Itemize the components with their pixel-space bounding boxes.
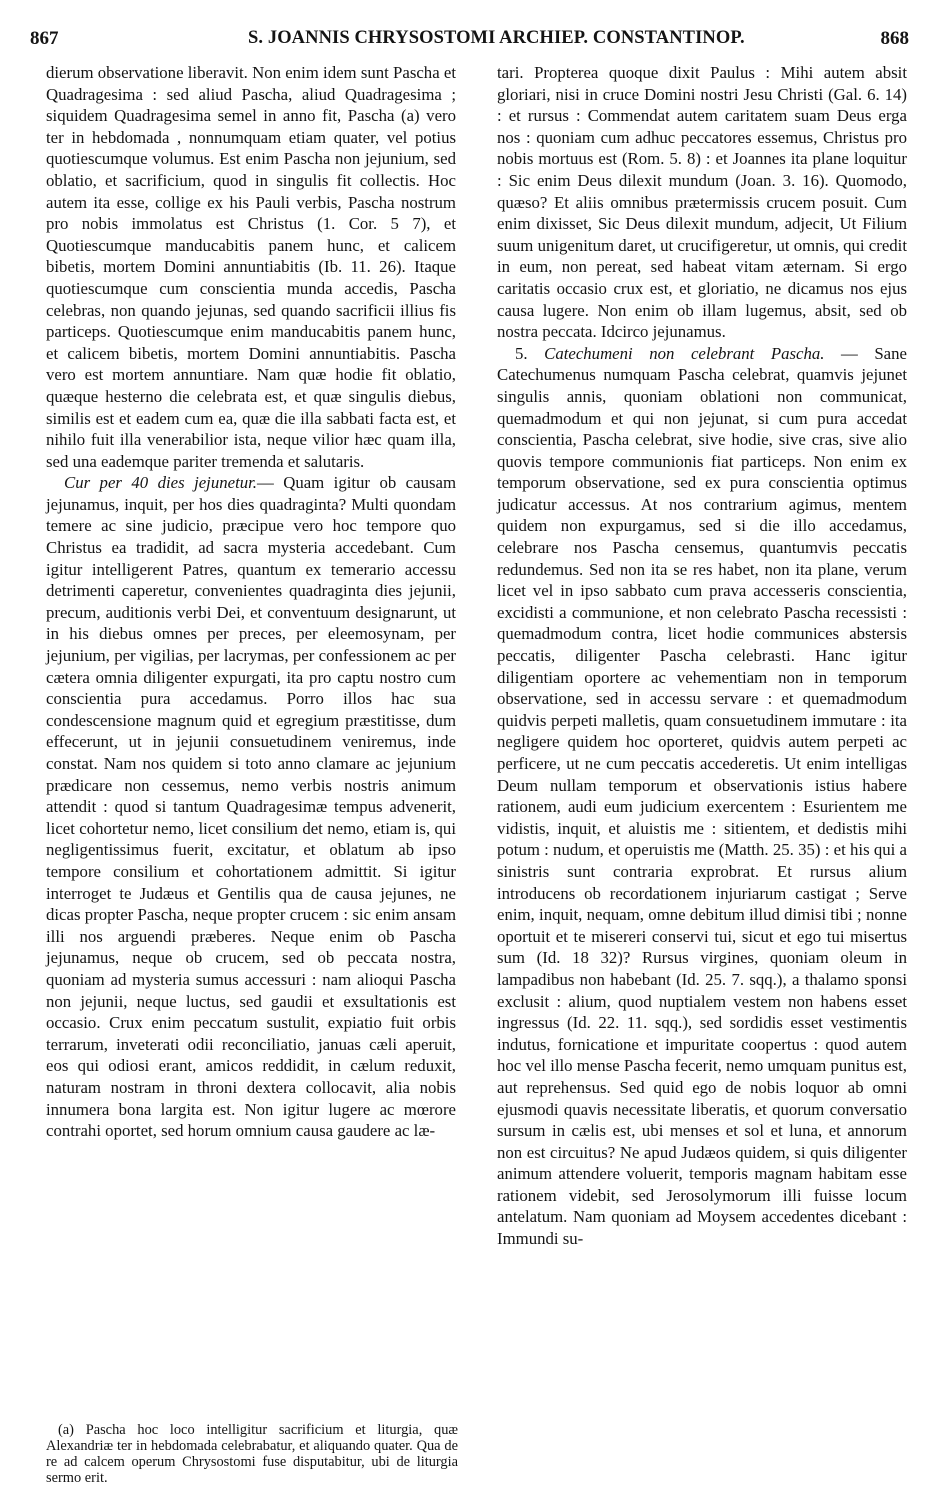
section-heading: Cur per 40 dies jejunetur. (64, 473, 257, 493)
page-number-right: 868 (880, 28, 909, 49)
footnote (46, 1422, 458, 1486)
section-heading: Catechumeni non celebrant Pascha. (544, 343, 825, 363)
paragraph (497, 343, 907, 1250)
page-number-left: 867 (30, 28, 59, 49)
section-number: 5. (515, 343, 528, 363)
paragraph: tari. Propterea quoque dixit Paulus : Mihi autem absit gloriari, nisi in cruce Domini nostri Jesu Christi (Gal. 6. 14) : et rursus : Commendat autem caritatem suam Deus erga nos : quoniam cum adhuc peccatores essemus, Christus pro nobis mortuus est (Rom. 5. 8) : et Joannes ita plane loquitur : Sic enim Deus dilexit mundum (Joan. 3. 16). Quomodo, quæso? Et aliis omnibus prætermissis crucem posuit. Cum enim dixisset, Sic Deus dilexit mundum, adjecit, Ut Filium suum unigenitum daret, ut crucifigeretur, ut omnis, qui credit in eum, non pereat, sed habeat vitam æternam. Si ergo caritatis occasio crux est, et gloriatio, ne dicamus nos ejus causa lugere. Non enim ob illam lugemus, absit, sed ob nostra peccata. Idcirco jejunamus. (497, 63, 907, 342)
footnote-text: (a) Pascha hoc loco intelligitur sacrificium et liturgia, quæ Alexandriæ ter in hebdomada celebrabatur, et aliquando quater. Qua de re ad calcem operum Chrysostomi fuse disputabitur, ubi de liturgia sermo erit. (46, 1422, 458, 1486)
paragraph (46, 472, 456, 1141)
paragraph: dierum observatione liberavit. Non enim idem sunt Pascha et Quadragesima : sed aliud Pascha, aliud Quadragesima ; siquidem Quadragesima semel in anno fit, Pascha (a) vero ter in hebdomada , nonnumquam etiam quater, vel potius quotiescumque volumus. Est enim Pascha non jejunium, sed oblatio, et sacrificium, quod in singulis fit collectis. Hoc autem ita esse, collige ex his Pauli verbis, Pascha nostrum pro nobis immolatus est Christus (1. Cor. 5 7), et Quotiescumque manducabitis panem hunc, et calicem bibetis, mortem Domini annuntiabitis (Ib. 11. 26). Itaque quotiescumque cum conscientia munda accedis, Pascha celebras, non quando jejunas, sed quando sacrificii illius fis particeps. Quotiescumque enim manducabitis panem hunc, et calicem bibetis, mortem Domini annuntiabitis. Pascha vero est mortem annuntiare. Nam quæ hodie fit oblatio, quæque hesterno die celebrata est, et quæ singulis diebus, similis est et eadem cum ea, quæ die illa sabbati facta est, et nihilo fuit illa venerabilior ista, neque vilior hæc quam illa, sed una eademque pariter tremenda et salutaris. (46, 63, 456, 471)
paragraph-text: — Sane Catechumenus numquam Pascha celebrat, quamvis jejunet singulis annis, quoniam oblationi non communicat, quemadmodum et qui non jejunat, si cum pura accedat conscientia, Pascha celebrat, sive hodie, sive cras, sive alio quovis tempore communionis fiat particeps. Non enim ex temporum observatione, sed ex pura conscientia optimus judicatur accessus. At nos contrarium agimus, mentem quidem non expurgamus, sed si die illo accedamus, celebrare nos Pascha censemus, quantumvis peccatis redundemus. Sed non ita se res habet, non ita plane, verum licet vel in ipso sabbato cum prava accesseris conscientia, excidisti a communione, et non celebrato Pascha recessisti : quemadmodum contra, licet hodie communices abstersis peccatis, diligenter Pascha celebrasti. Hanc igitur diligentiam oportere ac vehementiam non in temporum observatione, sed in accessu servare : et quemadmodum quidvis perpeti malletis, quam consuetudinem immutare : ita negligere quidem hoc oporteret, quidvis autem perpeti ac perficere, ut ne cum peccatis accederetis. Ut enim intelligas Deum nullam temporum et observationis istius habere rationem, audi eum judicium exercentem : Esurientem me vidistis, inquit, et aluistis me : sitientem, et dedistis mihi potum : nudum, et operuistis me (Matth. 25. 35) : et his qui a sinistris sunt contraria exprobrat. Et rursus alium introducens ob recordationem injuriarum castigat ; Serve enim, inquit, nequam, omne debitum illud dimisi tibi ; nonne oportuit et te misereri conservi tui, sicut et ego tui misertus sum (Id. 18 32)? Rursus virgines, quoniam oleum in lampadibus non habebant (Id. 25. 7. sqq.), a thalamo sponsi exclusit : alium, quod nuptialem vestem non habens esset ingressus (Id. 22. 11. sqq.), sed sordidis esset vestimentis indutus, fornicatione et impuritate coopertus : quod autem hoc vel illo mense Pascha fecerit, nemo umquam punitus est, aut reprehensus. Sed quid ego de nobis loquor ab omni ejusmodi quavis necessitate liberatis, et quorum conversatio sursum in cælis est, ubi menses et sol et luna, et annorum non est circuitus? Ne apud Judæos quidem, si quis diligenter animum attendere voluerit, temporis magnam habitam esse rationem videbit, sed Jerosolymorum illi fuisse locum antelatum. Nam quoniam ad Moysem accedentes dicebant : Immundi su- (497, 343, 907, 1249)
right-column (497, 62, 907, 1250)
running-title: S. JOANNIS CHRYSOSTOMI ARCHIEP. CONSTANTINOP. (248, 28, 745, 48)
paragraph-text: — Quam igitur ob causam jejunamus, inquit, per hos dies quadraginta? Multi quondam temere ac sine judicio, præcipue vero hoc tempore quo Christus ea tradidit, ad sacra mysteria accedebant. Cum igitur intelligerent Patres, quantum ex temerario accessu detrimenti caperetur, convenientes quadraginta dies jejunii, precum, auditionis verbi Dei, et conventuum designarunt, ut in his diebus omnes per preces, per eleemosynam, per jejunium, per vigilias, per lacrymas, per confessionem ac per cætera omnia diligenter expurgati, ita pro captu nostro cum conscientia pura accedamus. Porro illos hac sua condescensione magnum quid et egregium præstitisse, dum effecerunt, ut in jejunii consuetudinem veniremus, inde constat. Nam nos quidem si toto anno clamare ac jejunium prædicare non cessemus, nemo verbis nostris animum attendit : quod si tantum Quadragesimæ tempus advenerit, licet cohortetur nemo, licet consilium det nemo, etiam is, qui negligentissimus fuerit, excitatur, et oblatum ab ipso tempore consilium et cohortationem admittit. Si igitur interroget te Judæus et Gentilis qua de causa jejunes, ne dicas propter Pascha, neque propter crucem : sic enim ansam illi nos arguendi præberes. Neque enim ob Pascha jejunamus, neque ob crucem, sed ob peccata nostra, quoniam ad mysteria sumus accessuri : nam alioqui Pascha non jejunii, neque luctus, sed gaudii et exsultationis est occasio. Crux enim peccatum sustulit, expiatio fuit orbis terrarum, inveterati odii reconciliatio, januas cæli aperuit, eos qui odiosi erant, amicos reddidit, in cælum reduxit, naturam nostram in throni dextera collocavit, alia nobis innumera bona largita est. Non igitur lugere ac mœrore contrahi oportet, sed horum omnium causa gaudere ac læ- (46, 473, 456, 1141)
left-column (46, 62, 456, 1142)
page-header (30, 12, 909, 52)
